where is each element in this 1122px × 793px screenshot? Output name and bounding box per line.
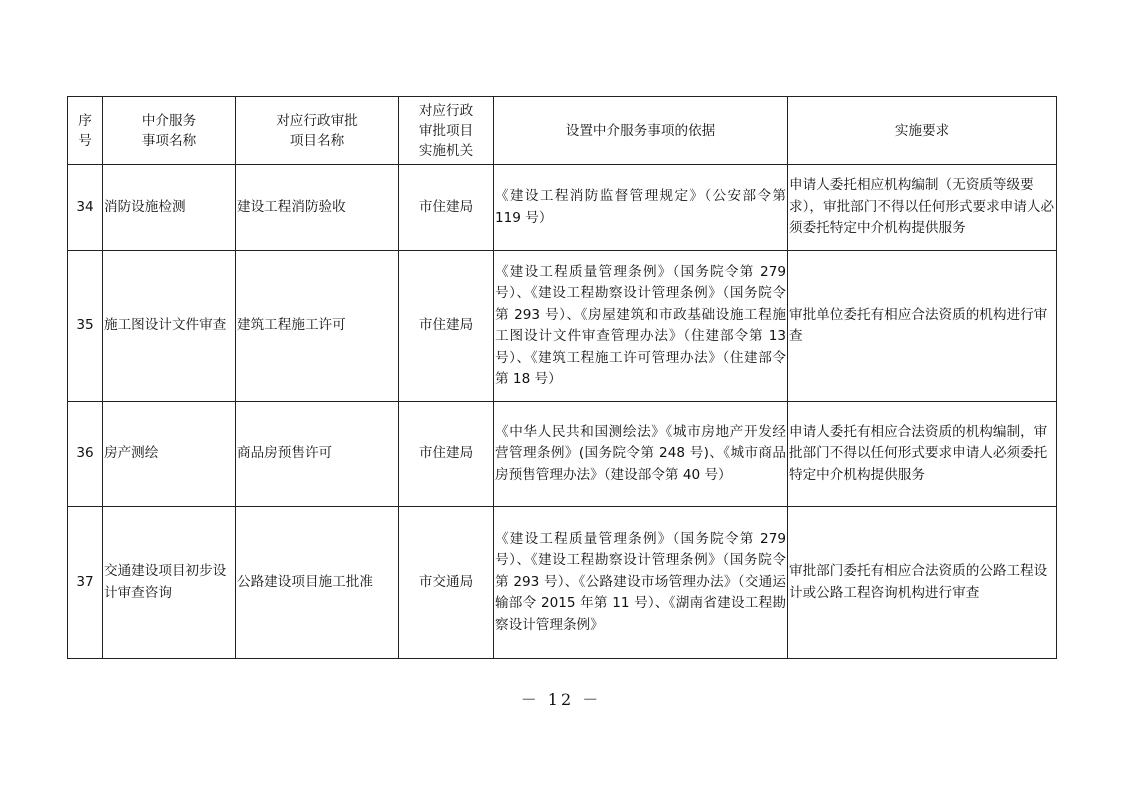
row-approval-item: 建设工程消防验收 bbox=[236, 165, 399, 251]
row-requirement: 申请人委托相应机构编制（无资质等级要求），审批部门不得以任何形式要求申请人必须委托特定中介机构提供服务 bbox=[788, 165, 1057, 251]
page-number: － 12 － bbox=[520, 690, 602, 709]
header-implementing-agency: 对应行政 审批项目 实施机关 bbox=[399, 97, 494, 165]
header-requirements: 实施要求 bbox=[788, 97, 1057, 165]
header-approval-item: 对应行政审批 项目名称 bbox=[236, 97, 399, 165]
row-basis: 《建设工程质量管理条例》（国务院令第 279 号）、《建设工程勘察设计管理条例》（国务院令第 293 号）、《公路建设市场管理办法》（交通运输部令 2015 年第 11 号）、《湖南省建设工程勘察设计管理条例》 bbox=[494, 507, 788, 659]
table-row bbox=[68, 251, 1057, 402]
row-serial-number: 35 bbox=[68, 251, 103, 402]
row-approval-item: 公路建设项目施工批准 bbox=[236, 507, 399, 659]
row-service-name: 交通建设项目初步设计审查咨询 bbox=[103, 507, 236, 659]
table-header-row bbox=[68, 97, 1057, 165]
table-row bbox=[68, 507, 1057, 659]
row-approval-item: 建筑工程施工许可 bbox=[236, 251, 399, 402]
header-basis: 设置中介服务事项的依据 bbox=[494, 97, 788, 165]
row-requirement: 审批部门委托有相应合法资质的公路工程设计或公路工程咨询机构进行审查 bbox=[788, 507, 1057, 659]
row-basis: 《中华人民共和国测绘法》《城市房地产开发经营管理条例》(国务院令第 248 号)、《城市商品房预售管理办法》（建设部令第 40 号） bbox=[494, 402, 788, 507]
row-agency: 市交通局 bbox=[399, 507, 494, 659]
row-serial-number: 34 bbox=[68, 165, 103, 251]
header-serial-number: 序 号 bbox=[68, 97, 103, 165]
service-items-table bbox=[67, 96, 1057, 659]
row-agency: 市住建局 bbox=[399, 402, 494, 507]
row-service-name: 消防设施检测 bbox=[103, 165, 236, 251]
row-service-name: 施工图设计文件审查 bbox=[103, 251, 236, 402]
header-service-name: 中介服务 事项名称 bbox=[103, 97, 236, 165]
row-requirement: 审批单位委托有相应合法资质的机构进行审查 bbox=[788, 251, 1057, 402]
row-requirement: 申请人委托有相应合法资质的机构编制，审批部门不得以任何形式要求申请人必须委托特定中介机构提供服务 bbox=[788, 402, 1057, 507]
row-service-name: 房产测绘 bbox=[103, 402, 236, 507]
table-row bbox=[68, 402, 1057, 507]
row-approval-item: 商品房预售许可 bbox=[236, 402, 399, 507]
row-basis: 《建设工程消防监督管理规定》（公安部令第 119 号） bbox=[494, 165, 788, 251]
row-agency: 市住建局 bbox=[399, 251, 494, 402]
table-row bbox=[68, 165, 1057, 251]
row-serial-number: 37 bbox=[68, 507, 103, 659]
row-agency: 市住建局 bbox=[399, 165, 494, 251]
row-basis: 《建设工程质量管理条例》（国务院令第 279 号）、《建设工程勘察设计管理条例》（国务院令第 293 号）、《房屋建筑和市政基础设施工程施工图设计文件审查管理办法》（住建部令第 13 号）、《建筑工程施工许可管理办法》（住建部令第 18 号） bbox=[494, 251, 788, 402]
row-serial-number: 36 bbox=[68, 402, 103, 507]
